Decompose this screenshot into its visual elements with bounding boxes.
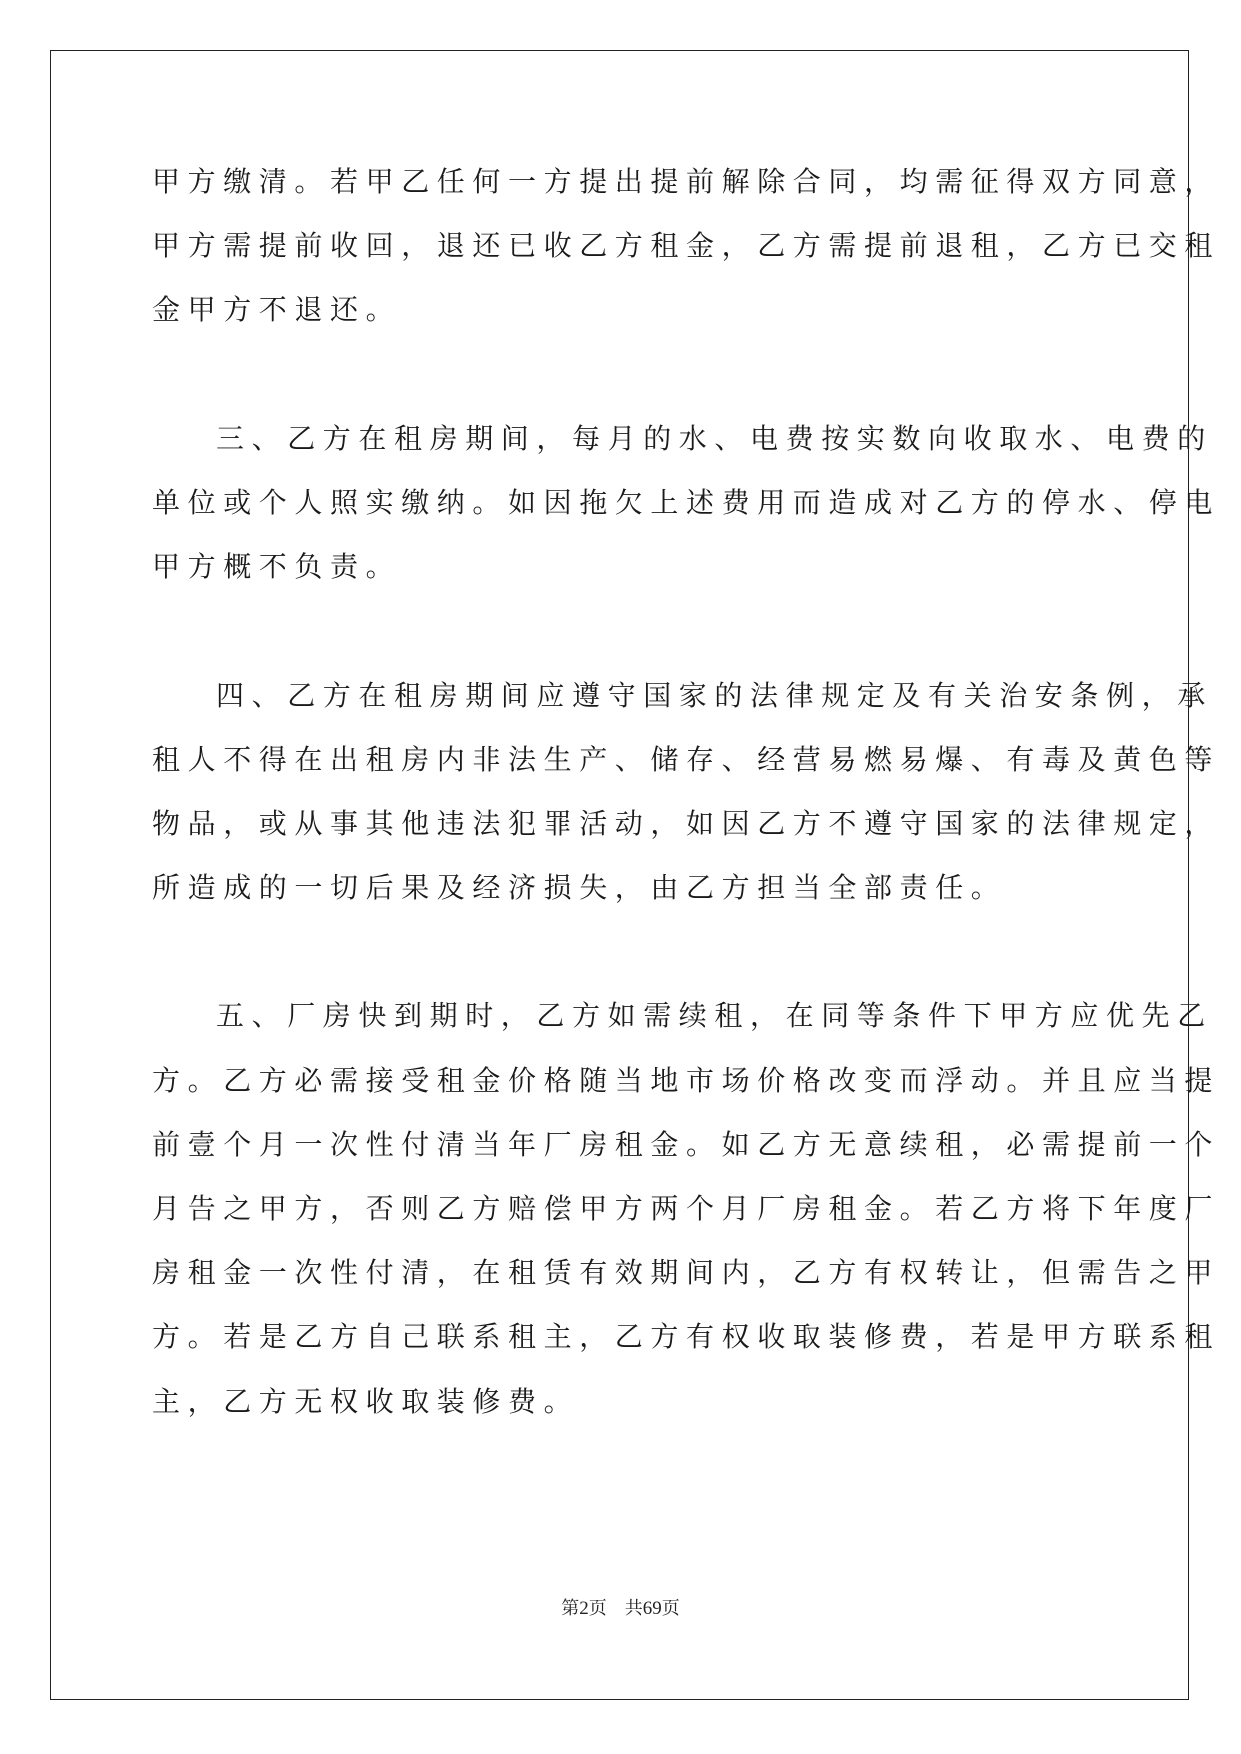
footer-prefix: 第 <box>561 1598 580 1618</box>
text-line: 月告之甲方，否则乙方赔偿甲方两个月厂房租金。若乙方将下年度厂 <box>152 1192 1221 1225</box>
paragraph-gap <box>152 343 1092 407</box>
total-pages: 69 <box>642 1598 662 1619</box>
text-line: 甲方需提前收回，退还已收乙方租金，乙方需提前退租，乙方已交租 <box>152 229 1221 263</box>
document-body <box>152 150 1221 1434</box>
paragraph-gap <box>152 920 1092 984</box>
text-line: 五、厂房快到期时，乙方如需续租，在同等条件下甲方应优先乙 <box>216 999 1213 1033</box>
text-line: 房租金一次性付清，在租赁有效期间内，乙方有权转让，但需告之甲 <box>152 1256 1221 1290</box>
footer-total-suffix: 页 <box>661 1598 680 1618</box>
text-line: 主，乙方无权收取装修费。 <box>152 1384 580 1418</box>
text-line: 前壹个月一次性付清当年厂房租金。如乙方无意续租，必需提前一个 <box>152 1127 1221 1161</box>
text-line: 物品，或从事其他违法犯罪活动，如因乙方不遵守国家的法律规定， <box>152 806 1221 840</box>
text-line: 甲方概不负责。 <box>152 550 402 584</box>
paragraph-gap <box>152 599 1092 663</box>
text-line: 金甲方不退还。 <box>152 293 402 327</box>
text-line: 三、乙方在租房期间，每月的水、电费按实数向收取水、电费的 <box>216 421 1213 455</box>
text-line: 方。乙方必需接受租金价格随当地市场价格改变而浮动。并且应当提 <box>152 1063 1221 1097</box>
footer-page-suffix: 页 <box>588 1598 607 1618</box>
text-line: 方。若是乙方自己联系租主，乙方有权收取装修费，若是甲方联系租 <box>152 1320 1221 1354</box>
footer-total-prefix: 共 <box>624 1598 643 1618</box>
text-line: 所造成的一切后果及经济损失，由乙方担当全部责任。 <box>152 871 1007 905</box>
text-line: 甲方缴清。若甲乙任何一方提出提前解除合同，均需征得双方同意， <box>152 165 1221 198</box>
page-number: 2 <box>579 1598 589 1619</box>
text-line: 租人不得在出租房内非法生产、储存、经营易燃易爆、有毒及黄色等 <box>152 742 1221 776</box>
page-footer <box>0 1596 1241 1621</box>
text-line: 单位或个人照实缴纳。如因拖欠上述费用而造成对乙方的停水、停电 <box>152 485 1221 519</box>
text-line: 四、乙方在租房期间应遵守国家的法律规定及有关治安条例，承 <box>216 678 1213 712</box>
